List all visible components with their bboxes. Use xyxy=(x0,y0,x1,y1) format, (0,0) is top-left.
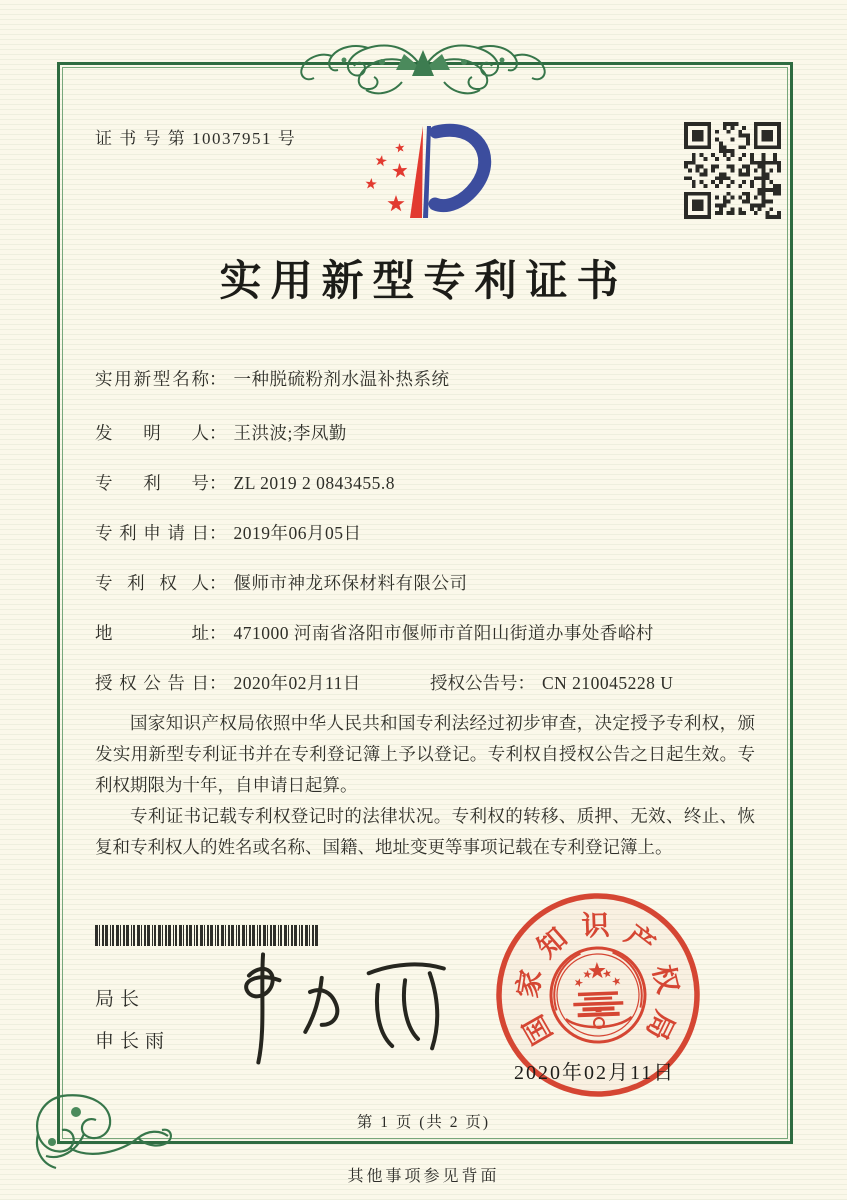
field-label: 发明人 xyxy=(95,423,209,443)
seal-date: 2020年02月11日 xyxy=(514,1062,676,1084)
cnipa-logo-icon xyxy=(348,110,500,240)
field-label: 专利申请日 xyxy=(95,523,209,543)
seal-char: 识 xyxy=(581,910,611,943)
field-row-patent-number: 专利号： ZL 2019 2 0843455.8 xyxy=(95,470,755,495)
field-value: 2019年06月05日 xyxy=(233,523,362,543)
field-label: 专利权人 xyxy=(95,573,209,593)
certificate-number: 证 书 号 第 10037951 号 xyxy=(95,129,297,148)
certificate-title: 实用新型专利证书 xyxy=(219,259,628,305)
field-row-grant: 授权公告日： 2020年02月11日 授权公告号： CN 210045228 U xyxy=(95,670,755,695)
field-row-patentee: 专利权人： 偃师市神龙环保材料有限公司 xyxy=(95,570,755,595)
field-value: CN 210045228 U xyxy=(542,673,674,693)
field-label: 地址 xyxy=(95,623,209,643)
field-label: 授权公告日 xyxy=(95,673,209,693)
seal-char: 国 xyxy=(518,1009,560,1050)
seal-char: 家 xyxy=(512,967,548,1001)
page-number: 第 1 页 (共 2 页) xyxy=(356,1114,491,1131)
back-side-note: 其他事项参见背面 xyxy=(347,1168,500,1185)
legal-paragraph: 国家知识产权局依照中华人民共和国专利法经过初步审查，决定授予专利权，颁发实用新型专利证书并在专利登记簿上予以登记。专利权自授权公告之日起生效。专利权期限为十年，自申请日起算。 xyxy=(95,713,755,795)
field-label: 实用新型名称 xyxy=(95,369,209,389)
field-value: ZL 2019 2 0843455.8 xyxy=(233,473,395,493)
field-value: 偃师市神龙环保材料有限公司 xyxy=(233,573,468,593)
field-label: 授权公告号 xyxy=(430,673,518,693)
top-scrollwork-ornament-icon xyxy=(292,36,554,100)
field-row-address: 地址： 471000 河南省洛阳市偃师市首阳山街道办事处香峪村 xyxy=(95,620,755,645)
field-value: 王洪波;李凤勤 xyxy=(233,423,347,443)
director-signature-icon xyxy=(212,938,462,1073)
field-value: 471000 河南省洛阳市偃师市首阳山街道办事处香峪村 xyxy=(233,623,654,643)
legal-text-block xyxy=(95,708,755,863)
legal-paragraph: 专利证书记载专利权登记时的法律状况。专利权的转移、质押、无效、终止、恢复和专利权人的姓名或名称、国籍、地址变更等事项记载在专利登记簿上。 xyxy=(95,806,755,857)
director-title: 局长 xyxy=(95,989,146,1010)
seal-char: 局 xyxy=(639,1005,680,1045)
seal-char: 知 xyxy=(532,922,574,965)
director-name: 申长雨 xyxy=(95,1031,171,1052)
field-row-filing-date: 专利申请日： 2019年06月05日 xyxy=(95,520,755,545)
field-value: 一种脱硫粉剂水温补热系统 xyxy=(233,369,450,389)
qr-code-icon xyxy=(684,122,781,219)
field-value: 2020年02月11日 xyxy=(233,673,361,693)
field-row-inventors: 发明人： 王洪波;李凤勤 xyxy=(95,420,755,445)
logo-stars xyxy=(365,143,407,211)
seal-char: 产 xyxy=(618,919,661,962)
grant-number-pair: 授权公告号： CN 210045228 U xyxy=(430,673,674,693)
field-label: 专利号 xyxy=(95,473,209,493)
seal-char: 权 xyxy=(646,962,683,997)
field-row-name: 实用新型名称： 一种脱硫粉剂水温补热系统 xyxy=(95,366,755,391)
